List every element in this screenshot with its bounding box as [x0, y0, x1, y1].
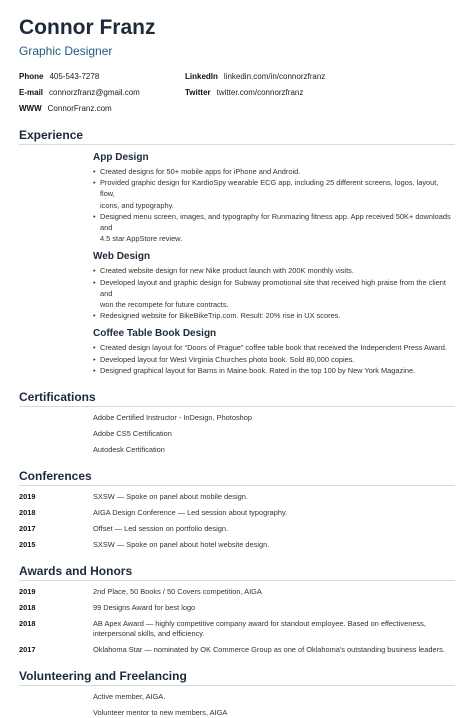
year: 2017 — [19, 524, 36, 534]
contact-twitter — [185, 88, 455, 98]
contact-email — [19, 88, 185, 98]
list-item-continuation: won the recompete for future contracts. — [100, 300, 229, 310]
list-item: • Developed layout for West Virginia Churches photo book. Sold 80,000 copies. — [93, 354, 455, 365]
candidate-name: Connor Franz — [19, 16, 156, 39]
conference-text: SXSW — Spoke on panel about mobile design. — [93, 492, 248, 502]
conference-text: AIGA Design Conference — Led session about typography. — [93, 508, 288, 518]
conference-row — [19, 492, 455, 502]
contact-value[interactable]: twitter.com/connorzfranz — [216, 88, 304, 97]
list-item-continuation: 4.5 star AppStore review. — [100, 234, 183, 244]
list-item: • Developed layout and graphic design for Subway promotional site that received high praise from the client and — [93, 277, 455, 299]
certification-item: Adobe CS5 Certification — [93, 429, 172, 439]
experience-group-title: Web Design — [93, 251, 151, 263]
award-row — [19, 619, 455, 639]
year: 2017 — [19, 645, 36, 655]
experience-list — [93, 166, 455, 244]
list-item: • Created design layout for “Doors of Prague” coffee table book that received the Independent Press Award. — [93, 342, 455, 353]
conference-text: SXSW — Spoke on panel about hotel website design. — [93, 540, 270, 550]
conference-row — [19, 524, 455, 534]
award-text: 99 Designs Award for best logo — [93, 603, 196, 613]
conferences-heading: Conferences — [19, 469, 455, 486]
contact-value: 405-543-7278 — [49, 72, 100, 81]
year: 2019 — [19, 492, 36, 502]
list-item: • Provided graphic design for KardioSpy wearable ECG app, including 25 different screens, logos, layout, flow, — [93, 177, 455, 199]
contact-value[interactable]: ConnorFranz.com — [47, 104, 112, 113]
volunteering-item: Volunteer mentor to new members, AIGA — [93, 708, 228, 718]
experience-group-title: App Design — [93, 152, 149, 163]
contact-value[interactable]: linkedin.com/in/connorzfranz — [223, 72, 326, 81]
list-item: • Redesigned website for BikeBikeTrip.com. Result: 20% rise in UX scores. — [93, 310, 455, 321]
list-item: • Created designs for 50+ mobile apps for iPhone and Android. — [93, 166, 455, 177]
volunteering-section — [93, 692, 455, 718]
candidate-title: Graphic Designer — [19, 44, 113, 58]
experience-list — [93, 342, 455, 376]
year: 2015 — [19, 540, 36, 550]
award-row — [19, 587, 455, 597]
contact-grid — [19, 72, 455, 114]
volunteering-item: Active member, AIGA. — [93, 692, 166, 702]
certification-item: Adobe Certified Instructor - InDesign, Photoshop — [93, 413, 252, 423]
list-item: • Created website design for new Nike product launch with 200K monthly visits. — [93, 265, 455, 276]
conferences-section — [19, 492, 455, 550]
contact-label: LinkedIn — [185, 72, 218, 81]
volunteering-heading: Volunteering and Freelancing — [19, 669, 455, 686]
award-row — [19, 645, 455, 655]
contact-label: E-mail — [19, 88, 44, 97]
year: 2018 — [19, 603, 36, 613]
contact-linkedin — [185, 72, 455, 82]
conference-row — [19, 540, 455, 550]
year: 2019 — [19, 587, 36, 597]
awards-heading: Awards and Honors — [19, 564, 455, 581]
contact-phone — [19, 72, 185, 82]
contact-label: WWW — [19, 104, 42, 113]
award-text-line: AB Apex Award — highly competitive company award for standout employee. Based on effectiveness, — [93, 619, 426, 629]
contact-value[interactable]: connorzfranz@gmail.com — [49, 88, 140, 97]
experience-list — [93, 265, 455, 321]
year: 2018 — [19, 619, 36, 629]
conference-text: Offset — Led session on portfolio design. — [93, 524, 229, 534]
year: 2018 — [19, 508, 36, 518]
award-text: Oklahoma Star — nominated by OK Commerce Group as one of Oklahoma's outstanding business leaders. — [93, 645, 445, 655]
list-item: • Designed graphical layout for Barns in Maine book. Rated in the top 100 by New York Magazine. — [93, 365, 455, 376]
experience-section — [93, 152, 455, 376]
contact-label: Twitter — [185, 88, 211, 97]
award-text: 2nd Place, 50 Books / 50 Covers competition, AIGA — [93, 587, 262, 597]
certifications-heading: Certifications — [19, 390, 455, 407]
certification-item: Autodesk Certification — [93, 445, 165, 455]
awards-section — [19, 587, 455, 655]
experience-heading: Experience — [19, 128, 455, 145]
contact-label: Phone — [19, 72, 44, 81]
conference-row — [19, 508, 455, 518]
award-text — [93, 619, 455, 639]
list-item: • Designed menu screen, images, and typography for Runmazing fitness app. App received 50K+ downloads and — [93, 211, 455, 233]
award-row — [19, 603, 455, 613]
contact-www — [19, 104, 185, 114]
award-text-line: interpersonal skills, and efficiency. — [93, 629, 205, 639]
certifications-section — [93, 413, 455, 455]
list-item-continuation: icons, and typography. — [100, 200, 174, 210]
experience-group-title: Coffee Table Book Design — [93, 328, 217, 340]
